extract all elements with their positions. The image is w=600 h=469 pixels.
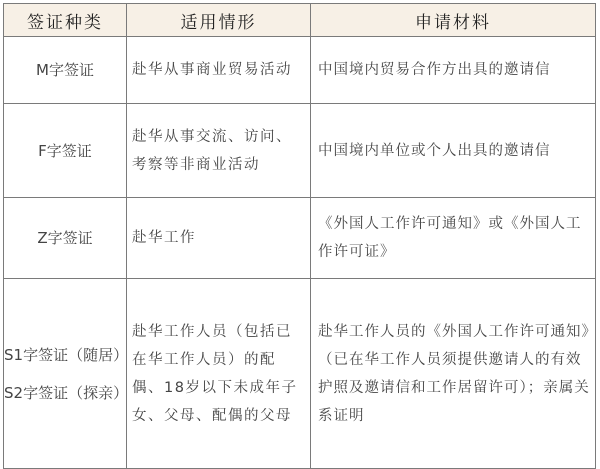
table-row (4, 279, 596, 469)
header-materials: 申请材料 (311, 4, 596, 37)
situation-cell: 赴华从事交流、访问、考察等非商业活动 (127, 104, 311, 198)
materials-cell: 中国境内贸易合作方出具的邀请信 (311, 37, 596, 104)
visa-table (3, 3, 596, 469)
header-visa-type: 签证种类 (4, 4, 127, 37)
spacer (4, 369, 126, 379)
situation-cell: 赴华工作 (127, 198, 311, 279)
visa-type-cell: F字签证 (4, 104, 127, 198)
situation-cell: 赴华从事商业贸易活动 (127, 37, 311, 104)
materials-cell: 赴华工作人员的《外国人工作许可通知》（已在华工作人员须提供邀请人的有效护照及邀请信和工作居留许可）；亲属关系证明 (311, 279, 596, 469)
table-row (4, 37, 596, 104)
visa-type-cell (4, 279, 127, 469)
table-row (4, 104, 596, 198)
table-row (4, 198, 596, 279)
visa-type-s1: S1字签证（随居） (4, 345, 129, 364)
visa-type-cell: Z字签证 (4, 198, 127, 279)
visa-type-s2: S2字签证（探亲） (4, 383, 129, 402)
visa-type-cell: M字签证 (4, 37, 127, 104)
materials-cell: 《外国人工作许可通知》或《外国人工作许可证》 (311, 198, 596, 279)
materials-cell: 中国境内单位或个人出具的邀请信 (311, 104, 596, 198)
table-header-row (4, 4, 596, 37)
header-situation: 适用情形 (127, 4, 311, 37)
situation-cell: 赴华工作人员（包括已在华工作人员）的配偶、18岁以下未成年子女、父母、配偶的父母 (127, 279, 311, 469)
